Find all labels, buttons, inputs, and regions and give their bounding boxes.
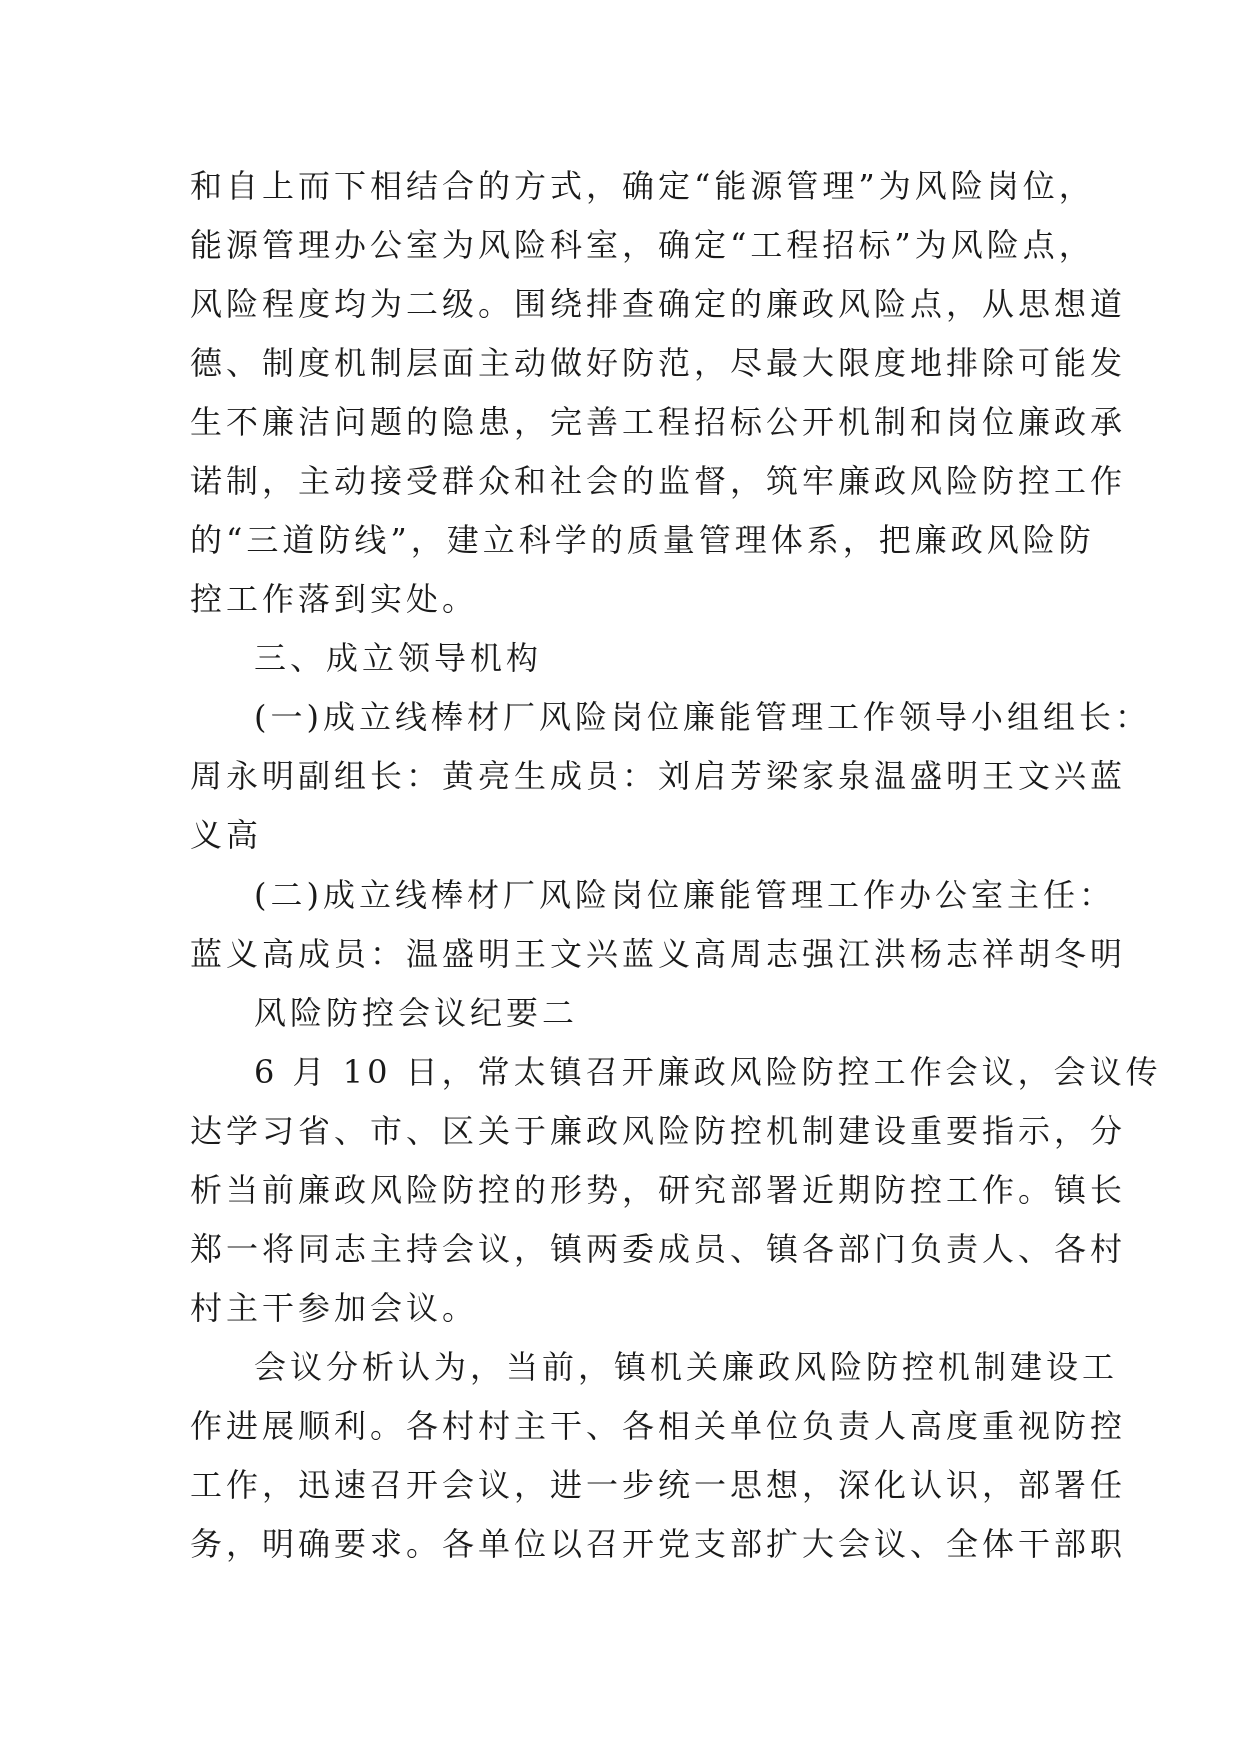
paragraph-line: 德、制度机制层面主动做好防范，尽最大限度地排除可能发 [190, 344, 1127, 382]
paragraph-line: 6 月 10 日，常太镇召开廉政风险防控工作会议，会议传 [254, 1053, 1162, 1091]
paragraph-line: 蓝义高成员：温盛明王文兴蓝义高周志强江洪杨志祥胡冬明 [190, 935, 1127, 973]
paragraph-line: 风险程度均为二级。围绕排查确定的廉政风险点，从思想道 [190, 285, 1127, 323]
paragraph-line: 控工作落到实处。 [190, 580, 479, 618]
paragraph-line: 和自上而下相结合的方式，确定“能源管理”为风险岗位， [190, 167, 1095, 205]
paragraph-line: 郑一将同志主持会议，镇两委成员、镇各部门负责人、各村 [190, 1230, 1127, 1268]
paragraph-line: 义高 [190, 816, 263, 854]
section-heading: 三、成立领导机构 [254, 639, 543, 677]
minutes-title: 风险防控会议纪要二 [254, 994, 579, 1032]
paragraph-line: 工作，迅速召开会议，进一步统一思想，深化认识，部署任 [190, 1466, 1127, 1504]
paragraph-line: 务，明确要求。各单位以召开党支部扩大会议、全体干部职 [190, 1525, 1127, 1563]
paragraph-line: 作进展顺利。各村村主干、各相关单位负责人高度重视防控 [190, 1407, 1127, 1445]
paragraph-line: 能源管理办公室为风险科室，确定“工程招标”为风险点， [190, 226, 1095, 264]
paragraph-line: 村主干参加会议。 [190, 1289, 479, 1327]
paragraph-line: (二)成立线棒材厂风险岗位廉能管理工作办公室主任： [254, 876, 1115, 914]
paragraph-line: 生不廉洁问题的隐患，完善工程招标公开机制和岗位廉政承 [190, 403, 1127, 441]
paragraph-line: 达学习省、市、区关于廉政风险防控机制建设重要指示，分 [190, 1112, 1127, 1150]
paragraph-line: 的“三道防线”，建立科学的质量管理体系，把廉政风险防 [190, 521, 1095, 559]
paragraph-line: (一)成立线棒材厂风险岗位廉能管理工作领导小组组长： [254, 698, 1151, 736]
paragraph-line: 诺制，主动接受群众和社会的监督，筑牢廉政风险防控工作 [190, 462, 1127, 500]
paragraph-line: 析当前廉政风险防控的形势，研究部署近期防控工作。镇长 [190, 1171, 1127, 1209]
paragraph-line: 周永明副组长：黄亮生成员：刘启芳梁家泉温盛明王文兴蓝 [190, 757, 1127, 795]
paragraph-line: 会议分析认为，当前，镇机关廉政风险防控机制建设工 [254, 1348, 1119, 1386]
